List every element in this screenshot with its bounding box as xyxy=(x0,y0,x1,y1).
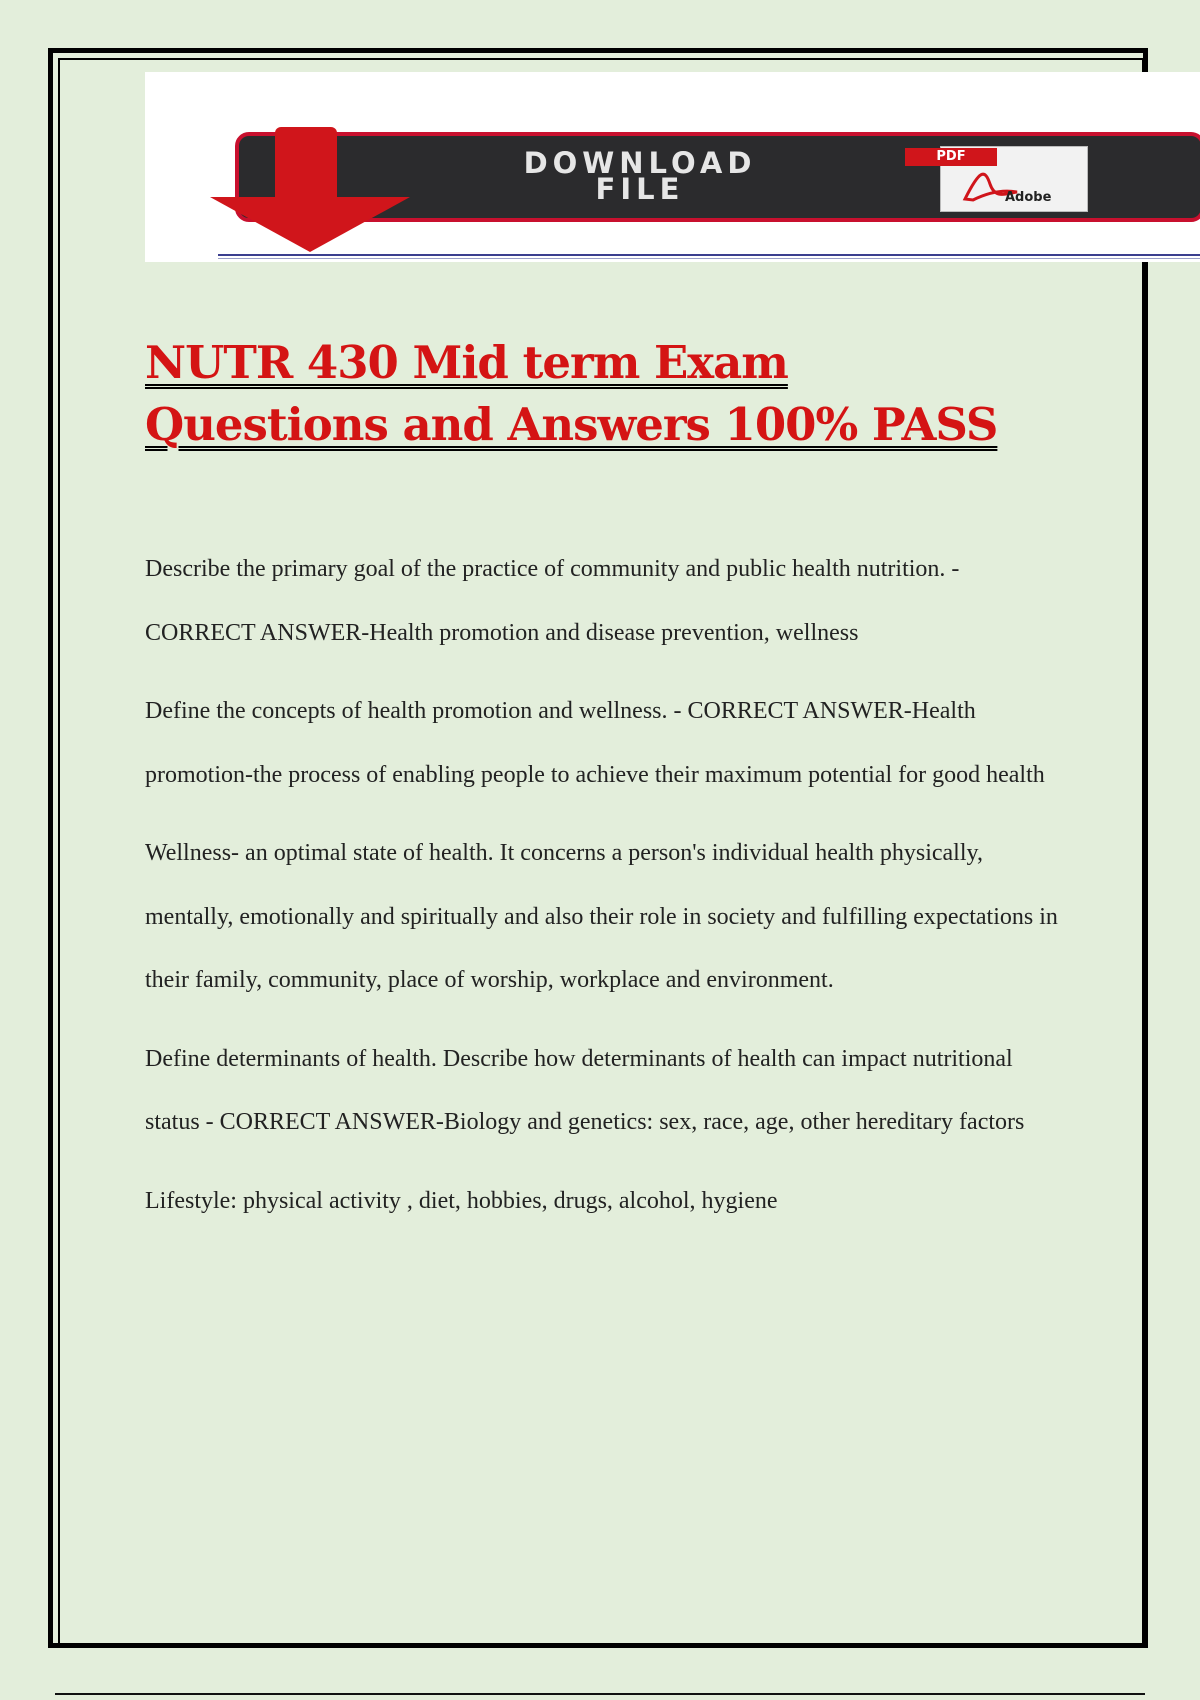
title-line-1: NUTR 430 Mid term Exam xyxy=(145,336,788,389)
footer-rule xyxy=(55,1693,1145,1695)
paragraph: Define the concepts of health promotion and wellness. - CORRECT ANSWER-Health promotion-the process of enabling people to achieve their maximum potential for good health xyxy=(145,698,1045,788)
pdf-tab-label: PDF xyxy=(905,148,997,166)
document-title xyxy=(145,332,1105,456)
download-banner[interactable] xyxy=(145,72,1200,262)
paragraph: Wellness- an optimal state of health. It concerns a person's individual health physically, mentally, emotionally and spiritually and also their role in society and fulfilling expectations in their family, community, place of worship, workplace and environment. xyxy=(145,840,1058,993)
banner-line-2: FILE xyxy=(595,172,685,206)
title-line-2: Questions and Answers 100% PASS xyxy=(145,398,998,451)
banner-underline-secondary xyxy=(218,258,1200,259)
download-file-label xyxy=(475,146,805,206)
banner-underline xyxy=(218,254,1200,256)
document-body xyxy=(145,538,1065,1248)
adobe-label: Adobe xyxy=(1005,190,1052,205)
paragraph: Describe the primary goal of the practice of community and public health nutrition. - CORRECT ANSWER-Health promotion and disease prevention, wellness xyxy=(145,556,960,646)
download-arrow-head-icon xyxy=(210,197,410,252)
paragraph: Define determinants of health. Describe how determinants of health can impact nutritional status - CORRECT ANSWER-Biology and genetics: sex, race, age, other hereditary factors xyxy=(145,1045,1025,1135)
banner-line-1: DOWNLOAD xyxy=(523,146,757,180)
paragraph: Lifestyle: physical activity , diet, hobbies, drugs, alcohol, hygiene xyxy=(145,1187,778,1214)
